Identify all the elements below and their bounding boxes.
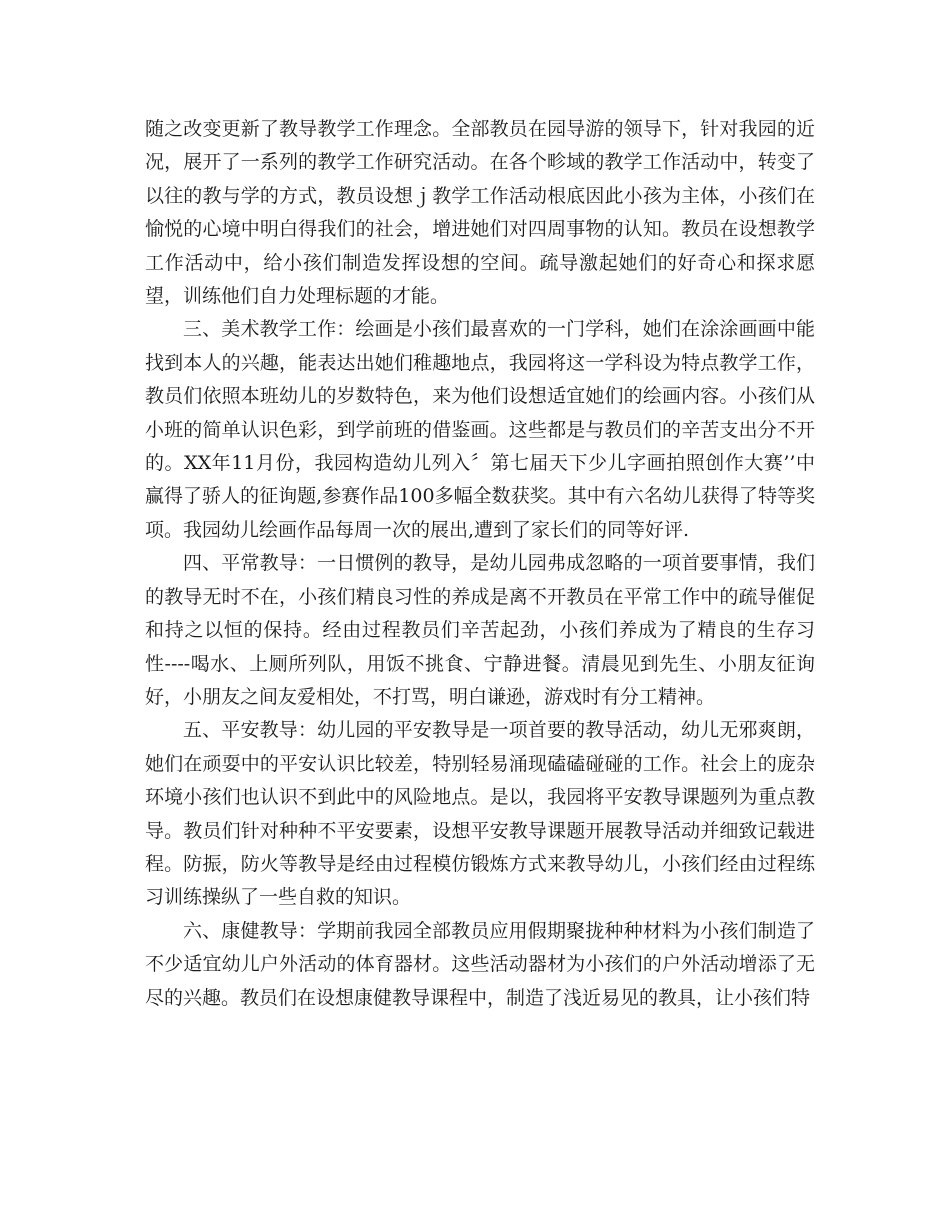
paragraph-3: 四、平常教导：一日惯例的教导，是幼儿园弗成忽略的一项首要事情，我们的教导无时不在，小孩们精良习性的养成是离不开教员在平常工作中的疏导催促和持之以恒的保持。经由过程教员们辛苦起劲，小孩们养成为了精良的生存习性----喝水、上厕所列队，用饭不挑食、宁静进餐。清晨见到先生、小朋友征询好，小朋友之间友爱相处，不打骂，明白谦逊，游戏时有分工精神。 (145, 552, 815, 708)
document-body (145, 113, 815, 1015)
paragraph-2: 三、美术教学工作：绘画是小孩们最喜欢的一门学科，她们在涂涂画画中能找到本人的兴趣，能表达出她们稚趣地点，我园将这一学科设为特点教学工作，教员们依照本班幼儿的岁数特色，来为他们设想适宜她们的绘画内容。小孩们从小班的简单认识色彩，到学前班的借鉴画。这些都是与教员们的辛苦支出分不开的。XX年11月份，我园构造幼儿列入〞第七届天下少儿字画拍照创作大赛’’中赢得了骄人的征询题,参赛作品100多幅全数获奖。其中有六名幼儿获得了特等奖项。我园幼儿绘画作品每周一次的展出,遭到了家长们的同等好评. (145, 318, 815, 541)
paragraph-1: 随之改变更新了教导教学工作理念。全部教员在园导游的领导下，针对我园的近况，展开了一系列的教学工作研究活动。在各个畛域的教学工作活动中，转变了以往的教与学的方式，教员设想ｊ教学工作活动根底因此小孩为主体，小孩们在愉悦的心境中明白得我们的社会，增进她们对四周事物的认知。教员在设想教学工作活动中，给小孩们制造发挥设想的空间。疏导激起她们的好奇心和探求愿望，训练他们自力处理标题的才能。 (145, 118, 815, 308)
paragraph-4: 五、平安教导：幼儿园的平安教导是一项首要的教导活动，幼儿无邪爽朗，她们在顽耍中的平安认识比较差，特别轻易涌现磕磕碰碰的工作。社会上的庞杂环境小孩们也认识不到此中的风险地点。是以，我园将平安教导课题列为重点教导。教员们针对种种不平安要素，设想平安教导课题开展教导活动并细致记载进程。防振，防火等教导是经由过程模仿锻炼方式来教导幼儿，小孩们经由过程练习训练操纵了一些自救的知识。 (145, 719, 815, 909)
paragraph-5: 六、康健教导：学期前我园全部教员应用假期聚拢种种材料为小孩们制造了不少适宜幼儿户外活动的体育器材。这些活动器材为小孩们的户外活动增添了无尽的兴趣。教员们在设想康健教导课程中，制造了浅近易见的教具，让小孩们特 (145, 919, 815, 1009)
